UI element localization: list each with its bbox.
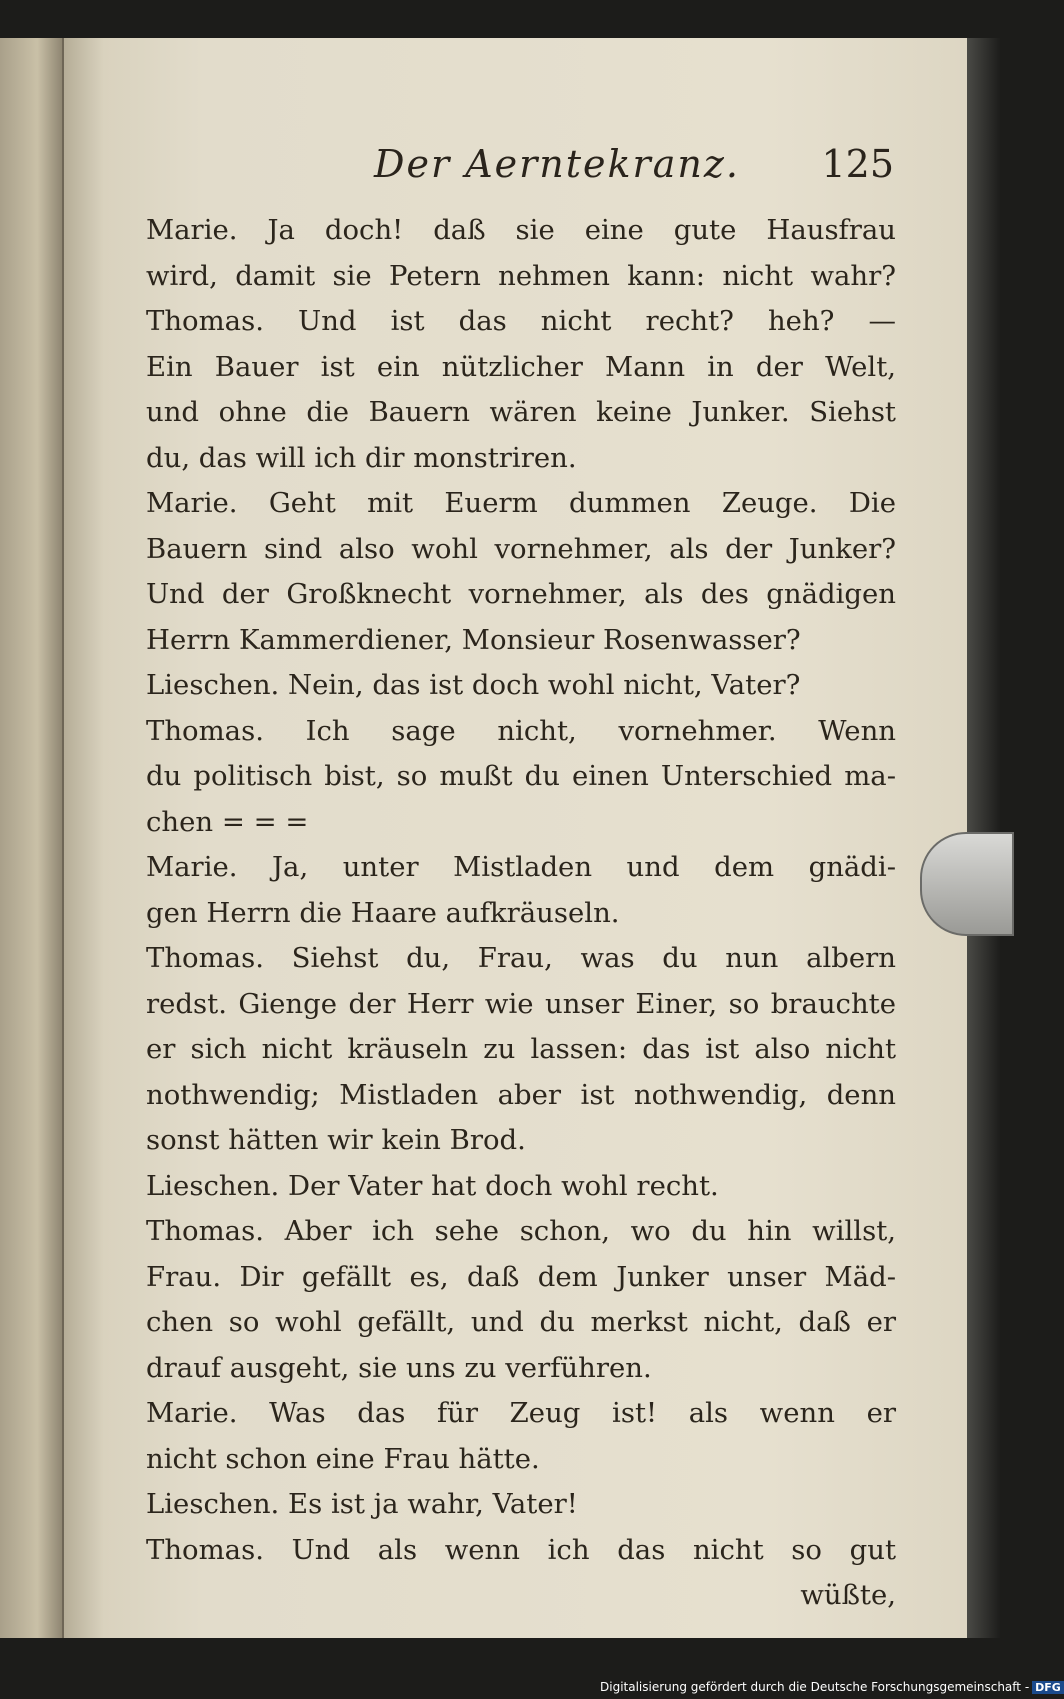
left-page-fringe [0, 38, 62, 1638]
text-line: drauf ausgeht, sie uns zu verführen. [146, 1351, 652, 1384]
text-line: chen = = = [146, 805, 309, 838]
text-line: Thomas. Siehst du, Frau, was du nun albern [146, 942, 896, 974]
text-line: Thomas. Ich sage nicht, vornehmer. Wenn [146, 714, 896, 747]
text-line: und ohne die Bauern wären keine Junker. Siehst [146, 396, 896, 428]
digitization-credit [600, 1680, 1061, 1698]
text-line: Thomas. Und ist das nicht recht? heh? — [146, 305, 896, 337]
body-text [146, 208, 896, 1619]
running-title: Der Aerntekranz. [374, 142, 740, 186]
text-line: du politisch bist, so mußt du einen Unterschied ma- [146, 760, 896, 792]
text-line: du, das will ich dir monstriren. [146, 441, 577, 474]
text-line: chen so wohl gefällt, und du merkst nicht, daß er [146, 1306, 896, 1338]
catchword: wüßte, [800, 1579, 896, 1611]
text-line: Und der Großknecht vornehmer, als des gnädigen [146, 578, 896, 610]
text-line: er sich nicht kräuseln zu lassen: das ist also nicht [146, 1033, 896, 1065]
text-line: Thomas. Aber ich sehe schon, wo du hin willst, [146, 1215, 896, 1247]
text-line: Frau. Dir gefällt es, daß dem Junker unser Mäd- [146, 1260, 896, 1293]
text-line: Marie. Was das für Zeug ist! als wenn er [146, 1397, 896, 1429]
text-line: wird, damit sie Petern nehmen kann: nicht wahr? [146, 259, 896, 292]
text-line: Marie. Geht mit Euerm dummen Zeuge. Die [146, 487, 896, 519]
text-line: Lieschen. Nein, das ist doch wohl nicht, Vater? [146, 669, 801, 701]
text-line: redst. Gienge der Herr wie unser Einer, so brauchte [146, 987, 896, 1020]
dfg-logo: DFG [1032, 1681, 1064, 1694]
text-line: nothwendig; Mistladen aber ist nothwendig, denn [146, 1078, 896, 1111]
text-line: sonst hätten wir kein Brod. [146, 1124, 526, 1156]
text-line: Lieschen. Der Vater hat doch wohl recht. [146, 1169, 719, 1202]
text-line: Ein Bauer ist ein nützlicher Mann in der Welt, [146, 350, 896, 383]
page-clip [920, 832, 1014, 936]
text-line: Marie. Ja doch! daß sie eine gute Hausfrau [146, 214, 896, 246]
text-line: Lieschen. Es ist ja wahr, Vater! [146, 1488, 578, 1520]
text-line: Herrn Kammerdiener, Monsieur Rosenwasser? [146, 623, 801, 656]
text-line: nicht schon eine Frau hätte. [146, 1442, 540, 1475]
text-line: Thomas. Und als wenn ich das nicht so gut [146, 1533, 896, 1566]
text-line: gen Herrn die Haare aufkräuseln. [146, 896, 620, 929]
text-line: Marie. Ja, unter Mistladen und dem gnädi- [146, 851, 896, 883]
left-page-edge [0, 38, 62, 1638]
text-line: Bauern sind also wohl vornehmer, als der Junker? [146, 532, 896, 565]
page-header [314, 142, 894, 202]
book-page [62, 38, 967, 1638]
credit-text: Digitalisierung gefördert durch die Deutsche Forschungsgemeinschaft - [600, 1680, 1030, 1694]
page-number: 125 [821, 142, 894, 186]
